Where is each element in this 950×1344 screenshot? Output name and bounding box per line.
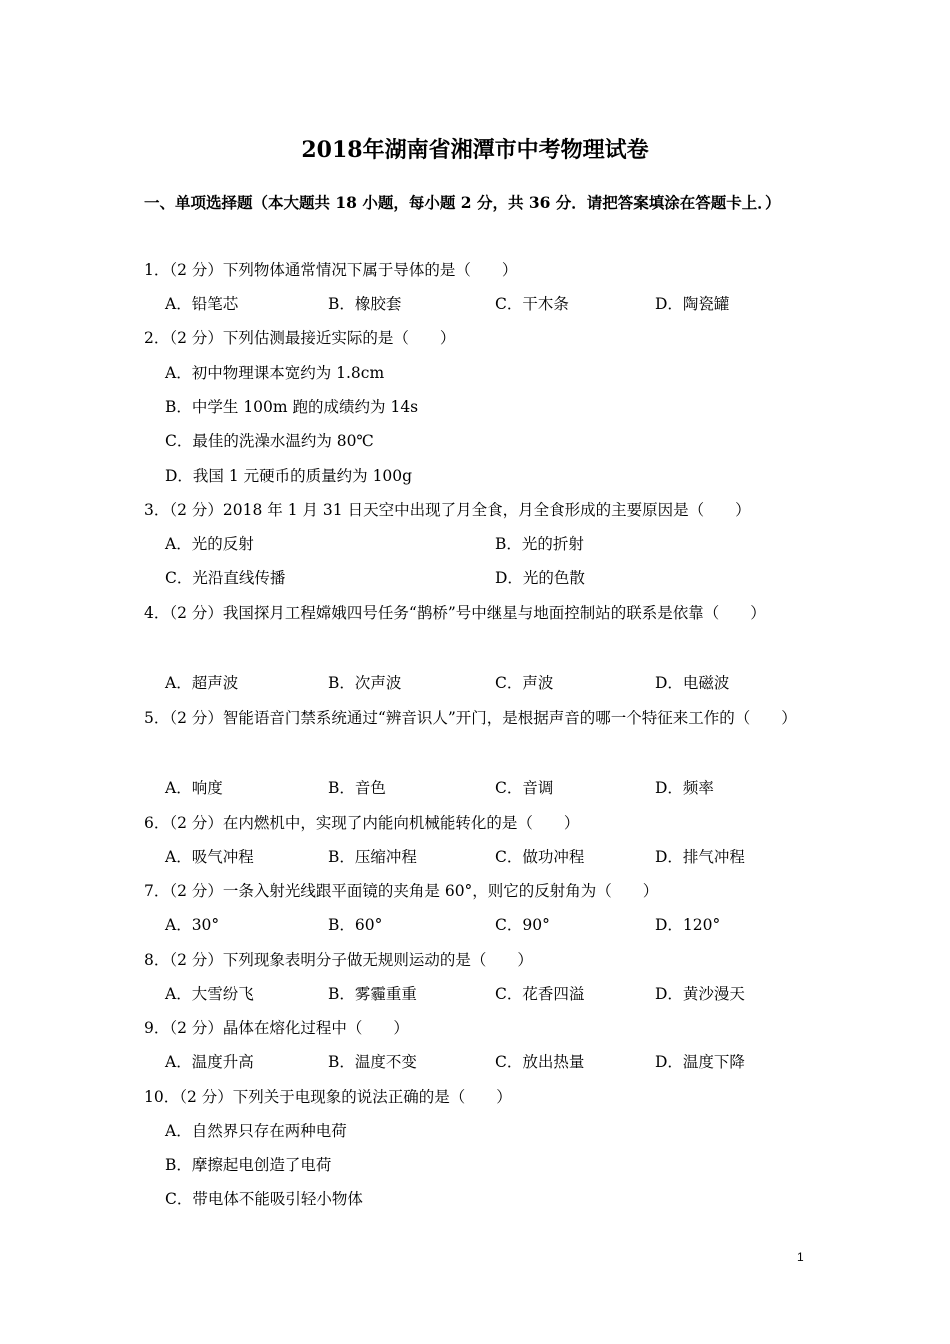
question-5: 5．（2 分）智能语音门禁系统通过“辨音识人”开门，是根据声音的哪一个特征来工作的（ ） xyxy=(144,709,797,727)
q10-option-a: A．自然界只存在两种电荷 xyxy=(165,1122,347,1140)
q2-option-c: C．最佳的洗澡水温约为 80℃ xyxy=(165,432,374,450)
question-7: 7．（2 分）一条入射光线跟平面镜的夹角是 60°，则它的反射角为（ ） xyxy=(144,882,659,900)
q5-option-c: C．音调 xyxy=(495,779,554,797)
q4-option-a: A．超声波 xyxy=(165,674,239,692)
q4-option-b: B．次声波 xyxy=(328,674,402,692)
section-heading: 一、单项选择题（本大题共 18 小题，每小题 2 分，共 36 分．请把答案填涂在答题卡上．） xyxy=(144,193,781,212)
q6-option-c: C．做功冲程 xyxy=(495,848,585,866)
question-2: 2．（2 分）下列估测最接近实际的是（ ） xyxy=(144,329,456,347)
q3-option-c: C．光沿直线传播 xyxy=(165,569,286,587)
q4-option-d: D．电磁波 xyxy=(655,674,730,692)
q5-option-a: A．响度 xyxy=(165,779,223,797)
q6-option-b: B．压缩冲程 xyxy=(328,848,417,866)
page-title: 2018年湖南省湘潭市中考物理试卷 xyxy=(301,137,649,163)
question-4: 4．（2 分）我国探月工程嫦娥四号任务“鹊桥”号中继星与地面控制站的联系是依靠（ ） xyxy=(144,604,766,622)
q3-option-b: B．光的折射 xyxy=(495,535,584,553)
q7-option-a: A．30° xyxy=(165,916,220,934)
q9-option-d: D．温度下降 xyxy=(655,1053,745,1071)
q9-option-b: B．温度不变 xyxy=(328,1053,417,1071)
q3-option-a: A．光的反射 xyxy=(165,535,254,553)
q6-option-a: A．吸气冲程 xyxy=(165,848,254,866)
question-1: 1．（2 分）下列物体通常情况下属于导体的是（ ） xyxy=(144,261,518,279)
question-10: 10．（2 分）下列关于电现象的说法正确的是（ ） xyxy=(144,1088,512,1106)
q9-option-c: C．放出热量 xyxy=(495,1053,585,1071)
q6-option-d: D．排气冲程 xyxy=(655,848,745,866)
q2-option-d: D．我国 1 元硬币的质量约为 100g xyxy=(165,467,413,485)
q5-option-d: D．频率 xyxy=(655,779,714,797)
q1-option-c: C．干木条 xyxy=(495,295,569,313)
q1-option-d: D．陶瓷罐 xyxy=(655,295,730,313)
page-number: 1 xyxy=(797,1250,804,1264)
q2-option-a: A．初中物理课本宽约为 1.8cm xyxy=(165,364,385,382)
q10-option-b: B．摩擦起电创造了电荷 xyxy=(165,1156,332,1174)
q7-option-c: C．90° xyxy=(495,916,550,934)
q7-option-b: B．60° xyxy=(328,916,383,934)
q1-option-b: B．橡胶套 xyxy=(328,295,402,313)
q4-option-c: C．声波 xyxy=(495,674,554,692)
q8-option-c: C．花香四溢 xyxy=(495,985,585,1003)
q10-option-c: C．带电体不能吸引轻小物体 xyxy=(165,1190,363,1208)
q2-option-b: B．中学生 100m 跑的成绩约为 14s xyxy=(165,398,419,416)
question-3: 3．（2 分）2018 年 1 月 31 日天空中出现了月全食，月全食形成的主要原因是（ ） xyxy=(144,501,751,519)
q7-option-d: D．120° xyxy=(655,916,721,934)
q8-option-d: D．黄沙漫天 xyxy=(655,985,745,1003)
q8-option-b: B．雾霾重重 xyxy=(328,985,417,1003)
q8-option-a: A．大雪纷飞 xyxy=(165,985,254,1003)
question-6: 6．（2 分）在内燃机中，实现了内能向机械能转化的是（ ） xyxy=(144,814,580,832)
question-9: 9．（2 分）晶体在熔化过程中（ ） xyxy=(144,1019,409,1037)
q3-option-d: D．光的色散 xyxy=(495,569,585,587)
q9-option-a: A．温度升高 xyxy=(165,1053,254,1071)
q1-option-a: A．铅笔芯 xyxy=(165,295,239,313)
q5-option-b: B．音色 xyxy=(328,779,386,797)
question-8: 8．（2 分）下列现象表明分子做无规则运动的是（ ） xyxy=(144,951,533,969)
